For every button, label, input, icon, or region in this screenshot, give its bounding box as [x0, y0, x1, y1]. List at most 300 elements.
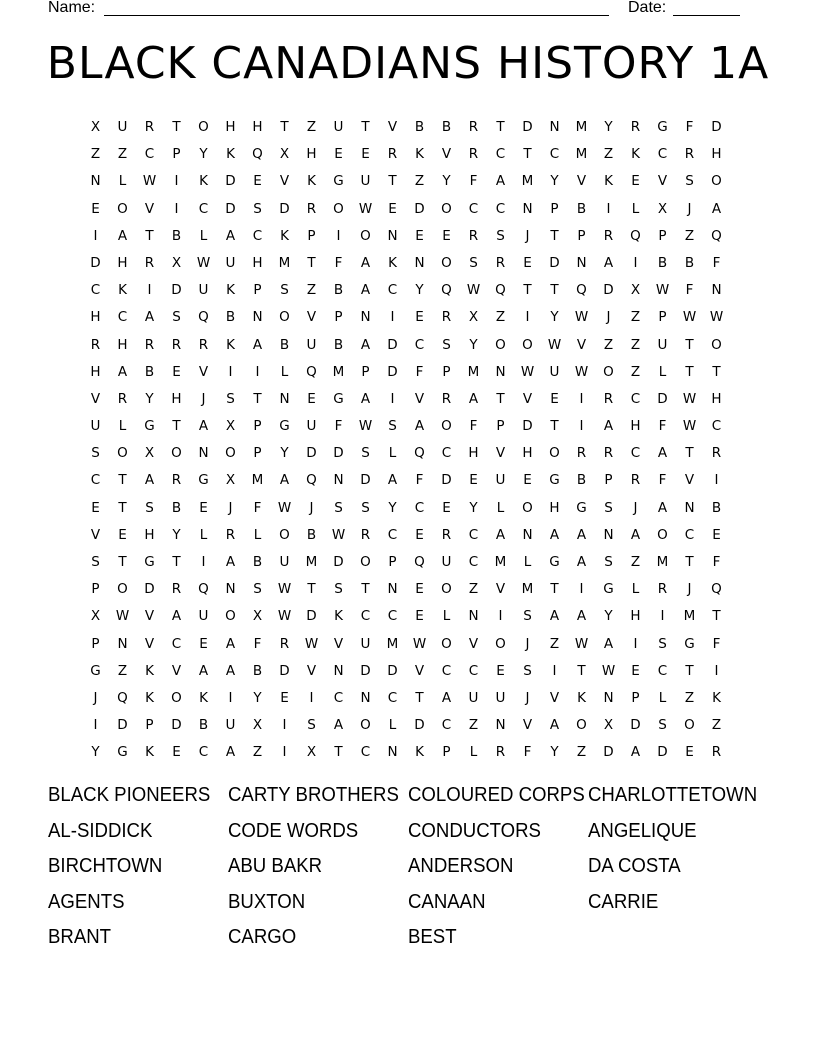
- grid-letter: T: [496, 119, 505, 135]
- grid-letter: H: [306, 146, 317, 163]
- grid-letter: V: [495, 445, 506, 462]
- grid-letter: A: [333, 717, 344, 734]
- grid-letter: L: [631, 200, 640, 217]
- grid-letter: Z: [630, 309, 641, 326]
- grid-letter: R: [171, 472, 182, 489]
- grid-letter: L: [280, 363, 289, 380]
- grid-letter: Q: [441, 282, 452, 299]
- grid-letter: X: [468, 309, 479, 326]
- grid-letter: A: [117, 227, 128, 244]
- grid-letter: P: [496, 418, 505, 435]
- grid-letter: Q: [306, 472, 317, 489]
- grid-letter: E: [415, 526, 424, 543]
- grid-letter: B: [576, 200, 587, 217]
- grid-letter: V: [279, 173, 290, 190]
- grid-letter: K: [415, 744, 424, 761]
- grid-letter: R: [630, 119, 641, 135]
- grid-letter: E: [280, 689, 289, 706]
- grid-row: [82, 223, 730, 250]
- grid-letter: E: [172, 744, 181, 761]
- grid-letter: D: [279, 662, 290, 679]
- grid-letter: I: [714, 472, 719, 489]
- grid-letter: O: [522, 499, 533, 516]
- grid-letter: Z: [711, 717, 722, 734]
- grid-letter: C: [441, 445, 452, 462]
- grid-letter: A: [630, 526, 641, 543]
- word-list-item: BRANT: [48, 926, 112, 949]
- grid-letter: Z: [630, 363, 641, 380]
- grid-letter: W: [358, 200, 373, 217]
- grid-letter: G: [333, 390, 344, 407]
- grid-letter: R: [117, 390, 128, 407]
- grid-letter: K: [199, 173, 208, 190]
- grid-letter: T: [712, 608, 721, 625]
- grid-letter: E: [442, 227, 451, 244]
- grid-letter: N: [387, 227, 398, 244]
- grid-letter: D: [603, 282, 614, 299]
- grid-letter: I: [390, 390, 395, 407]
- grid-letter: S: [658, 635, 667, 652]
- grid-letter: N: [495, 363, 506, 380]
- grid-letter: H: [252, 254, 263, 271]
- grid-letter: H: [90, 309, 101, 326]
- grid-letter: D: [171, 717, 182, 734]
- grid-letter: P: [334, 309, 343, 326]
- grid-letter: T: [280, 119, 289, 135]
- grid-letter: S: [388, 418, 397, 435]
- grid-letter: T: [685, 363, 694, 380]
- grid-letter: Q: [711, 581, 722, 598]
- grid-letter: C: [495, 146, 506, 163]
- grid-letter: F: [469, 173, 478, 190]
- grid-letter: F: [334, 418, 343, 435]
- grid-letter: L: [442, 608, 451, 625]
- grid-letter: P: [172, 146, 181, 163]
- word-list-item: AGENTS: [48, 890, 125, 913]
- grid-letter: A: [603, 254, 614, 271]
- grid-letter: A: [495, 173, 506, 190]
- grid-letter: A: [198, 418, 209, 435]
- grid-letter: V: [144, 200, 155, 217]
- grid-letter: C: [414, 499, 425, 516]
- grid-letter: C: [144, 146, 155, 163]
- grid-letter: T: [577, 662, 586, 679]
- grid-letter: T: [307, 581, 316, 598]
- grid-letter: T: [550, 282, 559, 299]
- grid-letter: C: [171, 635, 182, 652]
- grid-letter: P: [91, 635, 100, 652]
- grid-letter: M: [521, 173, 534, 190]
- grid-letter: T: [712, 363, 721, 380]
- grid-letter: W: [412, 635, 427, 652]
- grid-letter: G: [576, 499, 587, 516]
- name-label: Name:: [48, 0, 96, 16]
- grid-letter: R: [171, 581, 182, 598]
- grid-letter: I: [579, 418, 584, 435]
- grid-letter: C: [657, 146, 668, 163]
- grid-letter: A: [225, 662, 236, 679]
- grid-letter: E: [91, 200, 100, 217]
- word-list-item: ANDERSON: [408, 855, 514, 878]
- grid-letter: Z: [252, 744, 263, 761]
- grid-letter: D: [387, 363, 398, 380]
- grid-letter: N: [225, 581, 236, 598]
- grid-letter: B: [441, 119, 452, 135]
- grid-letter: P: [604, 472, 613, 489]
- grid-letter: C: [333, 689, 344, 706]
- grid-letter: A: [468, 390, 479, 407]
- grid-letter: P: [145, 717, 154, 734]
- grid-letter: P: [307, 227, 316, 244]
- grid-letter: U: [279, 554, 290, 570]
- grid-letter: T: [334, 744, 343, 761]
- grid-letter: E: [118, 526, 127, 543]
- grid-letter: Q: [198, 581, 209, 598]
- grid-letter: C: [198, 744, 209, 761]
- grid-letter: O: [279, 526, 290, 543]
- grid-letter: D: [522, 418, 533, 435]
- grid-letter: O: [225, 608, 236, 625]
- word-list: [48, 778, 788, 956]
- grid-letter: S: [361, 445, 370, 462]
- grid-letter: I: [606, 200, 611, 217]
- grid-letter: L: [199, 227, 208, 244]
- grid-letter: M: [278, 254, 291, 271]
- grid-letter: U: [90, 418, 101, 435]
- grid-letter: M: [305, 554, 318, 570]
- grid-letter: O: [225, 445, 236, 462]
- grid-letter: M: [332, 363, 345, 380]
- grid-letter: J: [228, 499, 233, 516]
- grid-letter: S: [253, 581, 262, 598]
- grid-letter: C: [252, 227, 263, 244]
- grid-letter: O: [441, 581, 452, 598]
- grid-letter: N: [468, 608, 479, 625]
- grid-letter: G: [144, 554, 155, 570]
- grid-letter: O: [117, 445, 128, 462]
- grid-letter: X: [657, 200, 668, 217]
- grid-row: [82, 495, 730, 522]
- grid-letter: N: [333, 662, 344, 679]
- grid-letter: J: [309, 499, 314, 516]
- grid-letter: V: [684, 472, 695, 489]
- grid-letter: R: [225, 526, 236, 543]
- grid-letter: D: [333, 554, 344, 570]
- grid-letter: G: [117, 744, 128, 761]
- grid-letter: F: [712, 254, 721, 271]
- grid-letter: R: [468, 227, 479, 244]
- grid-letter: A: [387, 472, 398, 489]
- grid-letter: V: [90, 390, 101, 407]
- grid-letter: C: [495, 200, 506, 217]
- grid-letter: A: [549, 717, 560, 734]
- grid-letter: C: [711, 418, 722, 435]
- grid-letter: F: [658, 472, 667, 489]
- grid-letter: N: [117, 635, 128, 652]
- grid-letter: B: [252, 662, 263, 679]
- grid-letter: D: [171, 282, 182, 299]
- grid-letter: L: [523, 554, 532, 570]
- grid-letter: N: [522, 200, 533, 217]
- grid-letter: V: [387, 119, 398, 135]
- grid-letter: I: [93, 227, 98, 244]
- grid-letter: H: [171, 390, 182, 407]
- grid-letter: T: [253, 390, 262, 407]
- grid-letter: E: [253, 173, 262, 190]
- grid-letter: I: [282, 744, 287, 761]
- grid-letter: V: [90, 526, 101, 543]
- grid-letter: B: [171, 227, 182, 244]
- grid-letter: R: [279, 635, 290, 652]
- grid-letter: N: [198, 445, 209, 462]
- grid-letter: C: [630, 445, 641, 462]
- grid-letter: W: [682, 418, 697, 435]
- grid-letter: B: [576, 472, 587, 489]
- grid-letter: R: [495, 744, 506, 761]
- grid-letter: T: [685, 662, 694, 679]
- grid-letter: N: [549, 119, 560, 135]
- grid-letter: G: [90, 662, 101, 679]
- grid-letter: I: [255, 363, 260, 380]
- grid-letter: R: [711, 744, 722, 761]
- grid-letter: W: [115, 608, 130, 625]
- grid-letter: R: [198, 336, 209, 353]
- grid-letter: I: [633, 254, 638, 271]
- grid-letter: R: [144, 254, 155, 271]
- page-title: BLACK CANADIANS HISTORY 1A: [46, 38, 770, 89]
- grid-letter: Y: [550, 744, 559, 761]
- grid-letter: X: [171, 254, 182, 271]
- grid-letter: O: [279, 309, 290, 326]
- letter-grid: [82, 114, 730, 767]
- grid-letter: F: [523, 744, 532, 761]
- grid-letter: N: [360, 689, 371, 706]
- grid-letter: Z: [468, 717, 479, 734]
- grid-letter: H: [468, 445, 479, 462]
- grid-letter: U: [306, 418, 317, 435]
- grid-row: [82, 304, 730, 331]
- grid-letter: K: [226, 336, 235, 353]
- grid-letter: H: [117, 336, 128, 353]
- grid-letter: Y: [604, 608, 613, 625]
- grid-letter: M: [467, 363, 480, 380]
- grid-letter: O: [684, 717, 695, 734]
- grid-letter: V: [144, 635, 155, 652]
- grid-letter: T: [118, 472, 127, 489]
- grid-letter: F: [685, 282, 694, 299]
- grid-letter: S: [334, 581, 343, 598]
- grid-letter: N: [333, 472, 344, 489]
- grid-letter: L: [658, 689, 667, 706]
- grid-letter: B: [684, 254, 695, 271]
- grid-letter: J: [525, 689, 530, 706]
- grid-row: [82, 631, 730, 658]
- grid-letter: Z: [684, 689, 695, 706]
- grid-letter: R: [306, 200, 317, 217]
- grid-letter: V: [549, 689, 560, 706]
- grid-letter: E: [415, 608, 424, 625]
- grid-row: [82, 549, 730, 576]
- grid-letter: I: [282, 717, 287, 734]
- grid-letter: W: [277, 581, 292, 598]
- grid-letter: B: [711, 499, 722, 516]
- grid-letter: Z: [603, 146, 614, 163]
- grid-letter: I: [390, 309, 395, 326]
- grid-letter: T: [550, 418, 559, 435]
- grid-letter: O: [495, 635, 506, 652]
- grid-letter: D: [657, 744, 668, 761]
- grid-letter: P: [388, 554, 397, 570]
- grid-letter: V: [198, 363, 209, 380]
- grid-letter: F: [658, 418, 667, 435]
- grid-letter: P: [631, 689, 640, 706]
- grid-letter: O: [333, 200, 344, 217]
- grid-letter: D: [144, 581, 155, 598]
- grid-row: [82, 522, 730, 549]
- grid-letter: I: [336, 227, 341, 244]
- grid-letter: Z: [117, 662, 128, 679]
- grid-letter: U: [495, 689, 506, 706]
- grid-letter: Z: [306, 282, 317, 299]
- grid-letter: C: [657, 662, 668, 679]
- grid-letter: V: [576, 336, 587, 353]
- grid-letter: S: [604, 554, 613, 570]
- grid-letter: K: [226, 146, 235, 163]
- grid-letter: W: [682, 390, 697, 407]
- grid-letter: D: [414, 717, 425, 734]
- grid-letter: T: [685, 554, 694, 570]
- grid-letter: W: [196, 254, 211, 271]
- grid-letter: W: [709, 309, 724, 326]
- grid-letter: C: [468, 200, 479, 217]
- grid-letter: L: [631, 581, 640, 598]
- grid-letter: M: [494, 554, 507, 570]
- grid-letter: H: [711, 390, 722, 407]
- grid-letter: L: [658, 363, 667, 380]
- grid-letter: R: [657, 581, 668, 598]
- word-list-item: AL-SIDDICK: [48, 819, 153, 842]
- grid-letter: Z: [630, 336, 641, 353]
- grid-letter: L: [253, 526, 262, 543]
- grid-letter: A: [630, 744, 641, 761]
- grid-letter: Y: [145, 390, 154, 407]
- grid-letter: N: [387, 581, 398, 598]
- grid-letter: S: [334, 499, 343, 516]
- grid-letter: Z: [495, 309, 506, 326]
- grid-letter: E: [631, 662, 640, 679]
- grid-letter: Z: [117, 146, 128, 163]
- grid-letter: I: [174, 200, 179, 217]
- grid-letter: G: [603, 581, 614, 598]
- grid-letter: E: [550, 390, 559, 407]
- grid-letter: A: [252, 336, 263, 353]
- grid-letter: R: [468, 146, 479, 163]
- grid-letter: L: [118, 418, 127, 435]
- grid-letter: A: [225, 744, 236, 761]
- grid-letter: J: [606, 309, 611, 326]
- grid-letter: E: [415, 227, 424, 244]
- grid-letter: T: [523, 282, 532, 299]
- grid-letter: U: [333, 119, 344, 135]
- grid-letter: A: [198, 662, 209, 679]
- grid-row: [82, 576, 730, 603]
- grid-letter: O: [495, 336, 506, 353]
- grid-letter: B: [252, 554, 263, 570]
- grid-letter: M: [251, 472, 264, 489]
- grid-letter: Y: [253, 689, 262, 706]
- grid-letter: D: [630, 717, 641, 734]
- grid-letter: L: [199, 526, 208, 543]
- grid-letter: S: [361, 499, 370, 516]
- grid-letter: M: [656, 554, 669, 570]
- grid-letter: A: [279, 472, 290, 489]
- grid-letter: D: [549, 254, 560, 271]
- grid-letter: N: [603, 526, 614, 543]
- grid-letter: Z: [603, 336, 614, 353]
- grid-letter: V: [576, 173, 587, 190]
- grid-letter: E: [415, 309, 424, 326]
- grid-letter: Y: [388, 499, 397, 516]
- grid-row: [82, 467, 730, 494]
- grid-letter: D: [306, 445, 317, 462]
- grid-letter: Q: [117, 689, 128, 706]
- grid-letter: V: [144, 608, 155, 625]
- grid-letter: N: [603, 689, 614, 706]
- grid-letter: S: [91, 554, 100, 570]
- grid-letter: T: [172, 554, 181, 570]
- grid-letter: M: [575, 146, 588, 163]
- grid-letter: U: [360, 635, 371, 652]
- grid-letter: K: [145, 662, 154, 679]
- grid-letter: Q: [630, 227, 641, 244]
- grid-letter: G: [279, 418, 290, 435]
- grid-letter: T: [361, 119, 370, 135]
- grid-letter: W: [304, 635, 319, 652]
- grid-row: [82, 712, 730, 739]
- grid-letter: G: [144, 418, 155, 435]
- grid-letter: U: [441, 554, 452, 570]
- grid-letter: D: [306, 608, 317, 625]
- grid-letter: H: [630, 608, 641, 625]
- grid-letter: P: [253, 418, 262, 435]
- grid-letter: Y: [442, 173, 451, 190]
- grid-letter: E: [496, 662, 505, 679]
- grid-letter: V: [657, 173, 668, 190]
- grid-letter: A: [360, 282, 371, 299]
- grid-letter: Y: [550, 173, 559, 190]
- grid-letter: A: [603, 635, 614, 652]
- grid-letter: J: [687, 581, 692, 598]
- grid-letter: S: [685, 173, 694, 190]
- grid-letter: E: [712, 526, 721, 543]
- grid-letter: E: [334, 146, 343, 163]
- word-list-item: CANAAN: [408, 890, 486, 913]
- grid-row: [82, 196, 730, 223]
- grid-letter: H: [630, 418, 641, 435]
- grid-letter: E: [523, 254, 532, 271]
- grid-letter: I: [93, 717, 98, 734]
- word-list-item: CODE WORDS: [228, 819, 359, 842]
- word-list-item: COLOURED CORPS: [408, 784, 585, 806]
- word-list-item: CHARLOTTETOWN: [588, 784, 758, 806]
- grid-letter: R: [576, 445, 587, 462]
- grid-letter: P: [658, 309, 667, 326]
- grid-letter: R: [90, 336, 101, 353]
- date-label: Date:: [628, 0, 667, 16]
- grid-letter: A: [225, 227, 236, 244]
- grid-letter: U: [198, 282, 209, 299]
- grid-letter: A: [360, 336, 371, 353]
